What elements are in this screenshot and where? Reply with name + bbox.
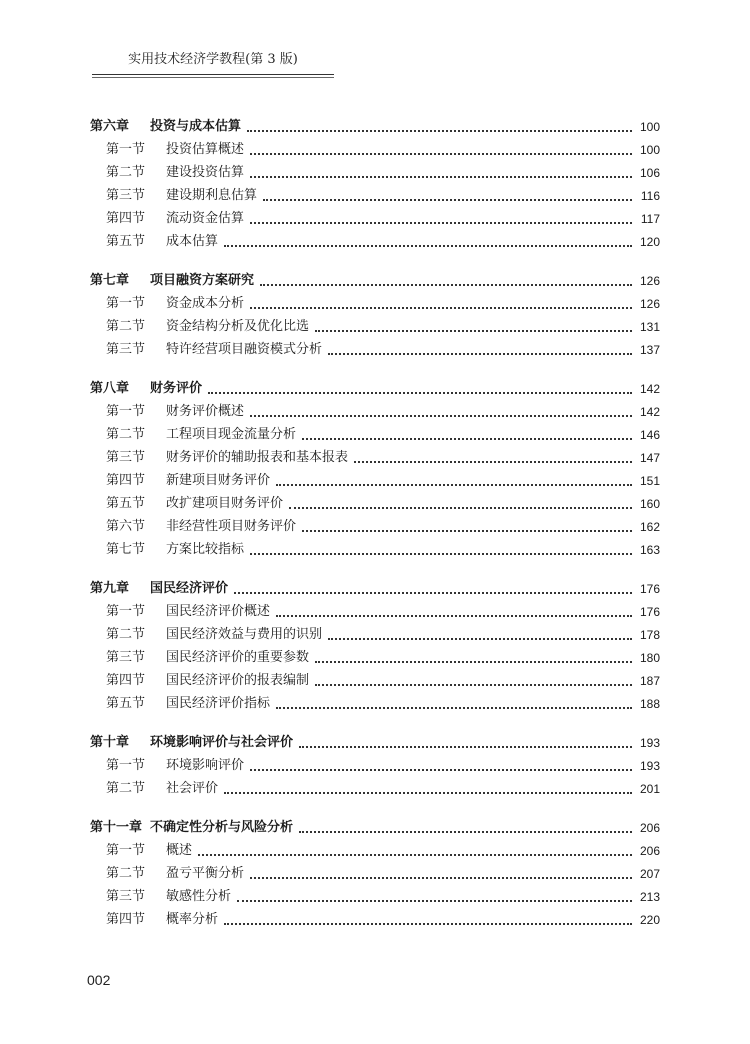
dot-leader <box>315 684 632 686</box>
dot-leader <box>299 831 632 833</box>
section-entry <box>90 905 660 928</box>
section-entry <box>90 882 660 905</box>
section-entry-page: 160 <box>639 497 660 511</box>
chapter-block <box>90 374 660 558</box>
chapter-entry-number: 第八章 <box>90 381 130 396</box>
section-entry-title: 投资估算概述 <box>166 142 245 157</box>
dot-leader <box>250 222 632 224</box>
chapter-entry-page: 206 <box>639 821 660 835</box>
section-entry <box>90 689 660 712</box>
section-entry-page: 187 <box>639 674 660 688</box>
section-entry-page: 126 <box>639 297 660 311</box>
section-entry <box>90 443 660 466</box>
section-entry-title: 国民经济评价的重要参数 <box>166 650 310 665</box>
section-entry <box>90 836 660 859</box>
dot-leader <box>250 176 632 178</box>
section-entry-number: 第四节 <box>106 211 146 226</box>
section-entry-title: 流动资金估算 <box>166 211 245 226</box>
dot-leader <box>263 199 632 201</box>
section-entry-number: 第七节 <box>106 542 146 557</box>
section-entry-number: 第一节 <box>106 142 146 157</box>
section-entry-number: 第二节 <box>106 165 146 180</box>
section-entry-title: 概述 <box>166 843 193 858</box>
section-entry-page: 142 <box>639 405 660 419</box>
section-entry-page: 162 <box>639 520 660 534</box>
section-entry-page: 100 <box>639 143 660 157</box>
section-entry-title: 社会评价 <box>166 781 219 796</box>
section-entry <box>90 420 660 443</box>
dot-leader <box>289 507 632 509</box>
section-entry-number: 第四节 <box>106 912 146 927</box>
section-entry-page: 201 <box>639 782 660 796</box>
chapter-entry-page: 193 <box>639 736 660 750</box>
section-entry-number: 第五节 <box>106 696 146 711</box>
chapter-entry <box>90 266 660 289</box>
section-entry <box>90 643 660 666</box>
chapter-entry <box>90 728 660 751</box>
header-rule-thin <box>92 77 334 78</box>
dot-leader <box>328 638 632 640</box>
header-rule <box>92 74 334 75</box>
section-entry-title: 盈亏平衡分析 <box>166 866 245 881</box>
section-entry <box>90 666 660 689</box>
table-of-contents <box>90 112 660 944</box>
dot-leader <box>250 877 632 879</box>
dot-leader <box>237 900 632 902</box>
section-entry-page: 120 <box>639 235 660 249</box>
chapter-entry-page: 126 <box>639 274 660 288</box>
section-entry <box>90 620 660 643</box>
dot-leader <box>250 553 632 555</box>
section-entry-title: 建设期利息估算 <box>166 188 258 203</box>
chapter-entry-title: 财务评价 <box>150 381 203 396</box>
section-entry-page: 220 <box>639 913 660 927</box>
section-entry-title: 财务评价的辅助报表和基本报表 <box>166 450 349 465</box>
chapter-entry-number: 第六章 <box>90 119 130 134</box>
section-entry-title: 非经营性项目财务评价 <box>166 519 297 534</box>
running-header: 实用技术经济学教程(第 3 版) <box>128 52 298 67</box>
section-entry-number: 第一节 <box>106 604 146 619</box>
section-entry <box>90 535 660 558</box>
chapter-entry <box>90 813 660 836</box>
section-entry-title: 概率分析 <box>166 912 219 927</box>
section-entry <box>90 312 660 335</box>
section-entry <box>90 135 660 158</box>
section-entry <box>90 774 660 797</box>
chapter-entry <box>90 574 660 597</box>
section-entry-title: 国民经济效益与费用的识别 <box>166 627 323 642</box>
section-entry-page: 206 <box>639 844 660 858</box>
chapter-entry-title: 投资与成本估算 <box>150 119 242 134</box>
section-entry-title: 环境影响评价 <box>166 758 245 773</box>
dot-leader <box>250 769 632 771</box>
chapter-entry-page: 142 <box>639 382 660 396</box>
section-entry-page: 146 <box>639 428 660 442</box>
section-entry-page: 151 <box>639 474 660 488</box>
chapter-block <box>90 266 660 358</box>
section-entry-number: 第三节 <box>106 889 146 904</box>
section-entry-title: 财务评价概述 <box>166 404 245 419</box>
dot-leader <box>208 392 632 394</box>
dot-leader <box>276 615 632 617</box>
chapter-block <box>90 813 660 928</box>
section-entry-number: 第二节 <box>106 781 146 796</box>
dot-leader <box>302 530 632 532</box>
section-entry <box>90 512 660 535</box>
chapter-entry-number: 第七章 <box>90 273 130 288</box>
section-entry <box>90 227 660 250</box>
section-entry-title: 资金成本分析 <box>166 296 245 311</box>
dot-leader <box>250 415 632 417</box>
section-entry-title: 国民经济评价指标 <box>166 696 271 711</box>
chapter-entry-title: 项目融资方案研究 <box>150 273 255 288</box>
section-entry-title: 建设投资估算 <box>166 165 245 180</box>
chapter-entry-title: 环境影响评价与社会评价 <box>150 735 294 750</box>
section-entry-number: 第四节 <box>106 673 146 688</box>
chapter-entry-title: 国民经济评价 <box>150 581 229 596</box>
section-entry-number: 第一节 <box>106 758 146 773</box>
chapter-entry-number: 第十一章 <box>90 820 143 835</box>
section-entry-number: 第四节 <box>106 473 146 488</box>
dot-leader <box>234 592 632 594</box>
section-entry-number: 第五节 <box>106 496 146 511</box>
section-entry-page: 180 <box>639 651 660 665</box>
section-entry-page: 131 <box>639 320 660 334</box>
chapter-entry <box>90 112 660 135</box>
chapter-block <box>90 574 660 712</box>
dot-leader <box>260 284 632 286</box>
section-entry <box>90 289 660 312</box>
section-entry <box>90 204 660 227</box>
section-entry-number: 第三节 <box>106 342 146 357</box>
dot-leader <box>224 923 632 925</box>
section-entry-number: 第二节 <box>106 427 146 442</box>
section-entry <box>90 751 660 774</box>
chapter-entry-title: 不确定性分析与风险分析 <box>150 820 294 835</box>
section-entry <box>90 466 660 489</box>
section-entry-page: 207 <box>639 867 660 881</box>
dot-leader <box>224 792 632 794</box>
chapter-entry-page: 100 <box>639 120 660 134</box>
dot-leader <box>299 746 632 748</box>
section-entry <box>90 158 660 181</box>
section-entry <box>90 597 660 620</box>
section-entry <box>90 489 660 512</box>
section-entry-number: 第三节 <box>106 188 146 203</box>
section-entry-title: 资金结构分析及优化比选 <box>166 319 310 334</box>
section-entry <box>90 397 660 420</box>
chapter-entry <box>90 374 660 397</box>
section-entry <box>90 859 660 882</box>
section-entry-page: 178 <box>639 628 660 642</box>
dot-leader <box>354 461 632 463</box>
section-entry-page: 188 <box>639 697 660 711</box>
page-number: 002 <box>87 972 111 988</box>
chapter-block <box>90 112 660 250</box>
section-entry-title: 方案比较指标 <box>166 542 245 557</box>
section-entry-title: 工程项目现金流量分析 <box>166 427 297 442</box>
section-entry-title: 国民经济评价的报表编制 <box>166 673 310 688</box>
section-entry <box>90 181 660 204</box>
dot-leader <box>198 854 632 856</box>
section-entry-number: 第二节 <box>106 866 146 881</box>
section-entry-title: 新建项目财务评价 <box>166 473 271 488</box>
dot-leader <box>276 707 632 709</box>
section-entry-number: 第二节 <box>106 627 146 642</box>
chapter-entry-page: 176 <box>639 582 660 596</box>
section-entry-title: 特许经营项目融资模式分析 <box>166 342 323 357</box>
section-entry-title: 改扩建项目财务评价 <box>166 496 284 511</box>
section-entry-number: 第三节 <box>106 450 146 465</box>
dot-leader <box>276 484 632 486</box>
dot-leader <box>302 438 632 440</box>
section-entry-page: 176 <box>639 605 660 619</box>
section-entry-number: 第二节 <box>106 319 146 334</box>
section-entry-page: 116 <box>640 189 660 203</box>
section-entry <box>90 335 660 358</box>
chapter-block <box>90 728 660 797</box>
dot-leader <box>328 353 632 355</box>
section-entry-page: 213 <box>639 890 660 904</box>
section-entry-page: 163 <box>639 543 660 557</box>
section-entry-title: 成本估算 <box>166 234 219 249</box>
section-entry-page: 117 <box>640 212 660 226</box>
section-entry-number: 第一节 <box>106 404 146 419</box>
dot-leader <box>250 153 632 155</box>
section-entry-title: 国民经济评价概述 <box>166 604 271 619</box>
chapter-entry-number: 第九章 <box>90 581 130 596</box>
section-entry-page: 106 <box>639 166 660 180</box>
section-entry-page: 193 <box>639 759 660 773</box>
section-entry-page: 137 <box>639 343 660 357</box>
section-entry-number: 第一节 <box>106 296 146 311</box>
chapter-entry-number: 第十章 <box>90 735 130 750</box>
section-entry-number: 第六节 <box>106 519 146 534</box>
dot-leader <box>315 661 632 663</box>
section-entry-number: 第三节 <box>106 650 146 665</box>
dot-leader <box>247 130 632 132</box>
section-entry-title: 敏感性分析 <box>166 889 232 904</box>
section-entry-number: 第五节 <box>106 234 146 249</box>
dot-leader <box>315 330 632 332</box>
dot-leader <box>250 307 632 309</box>
section-entry-number: 第一节 <box>106 843 146 858</box>
section-entry-page: 147 <box>639 451 660 465</box>
dot-leader <box>224 245 632 247</box>
